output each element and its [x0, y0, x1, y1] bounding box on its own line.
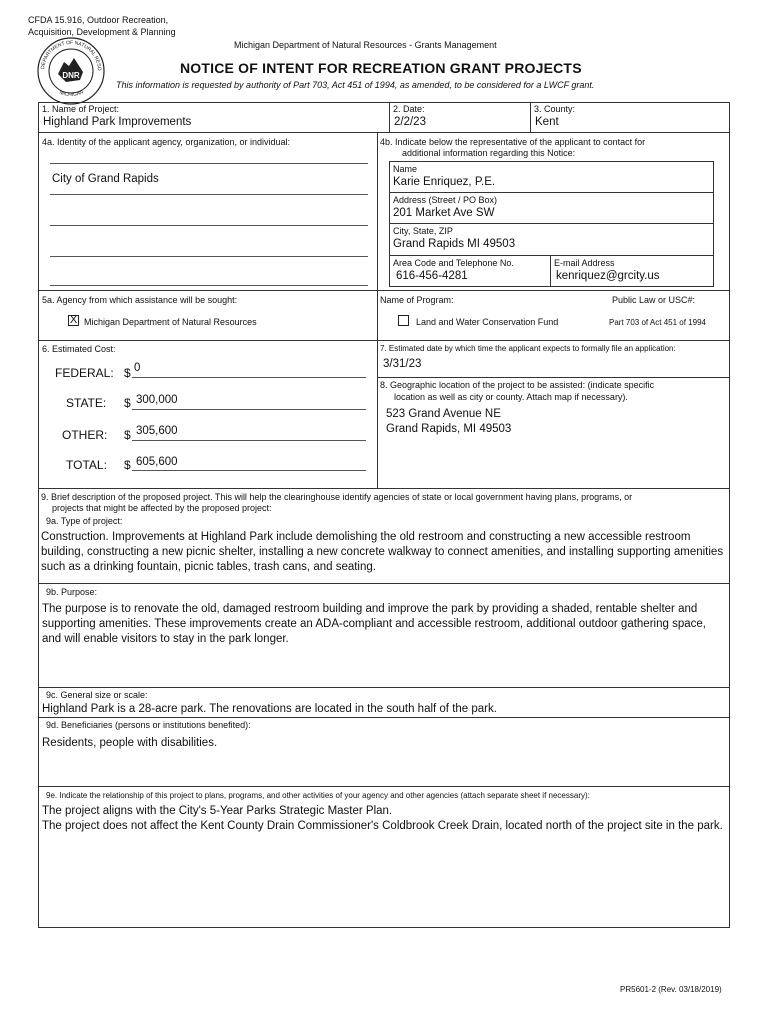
relationship-text[interactable]	[42, 804, 723, 834]
type-text[interactable]	[41, 530, 723, 575]
authority-note: This information is requested by authority of Part 703, Act 451 of 1994, as amended, to be considered for a LWCF grant.	[116, 80, 595, 90]
purpose-line-2: supporting amenities. These improvements create an ADA-compliant and accessible restroom, additional outdoor gathering space,	[42, 618, 706, 630]
contact-address-label: Address (Street / PO Box)	[393, 195, 498, 205]
form-title: NOTICE OF INTENT FOR RECREATION GRANT PROJECTS	[180, 60, 582, 76]
other-currency: $	[124, 428, 131, 442]
relationship-line-2: The project does not affect the Kent County Drain Commissioner's Coldbrook Creek Drain, located north of the project site in the park.	[42, 820, 723, 832]
type-label: 9a. Type of project:	[46, 516, 123, 526]
project-name-label: 1. Name of Project:	[42, 104, 120, 114]
contact-name-label: Name	[393, 164, 418, 174]
other-field[interactable]: 305,600	[136, 425, 178, 437]
date-label: 2. Date:	[393, 104, 425, 114]
federal-label: FEDERAL:	[55, 366, 114, 380]
contact-name-field[interactable]: Karie Enriquez, P.E.	[393, 176, 496, 188]
svg-text:MICHIGAN: MICHIGAN	[58, 89, 85, 99]
type-line-2: building, constructing a new picnic shelter, installing a new concrete walkway to connect amenities, and installing supporting amenities	[41, 546, 724, 558]
svg-text:DNR: DNR	[62, 71, 80, 80]
purpose-label: 9b. Purpose:	[46, 587, 98, 597]
beneficiaries-label: 9d. Beneficiaries (persons or institutions benefited):	[46, 720, 251, 730]
federal-field[interactable]: 0	[134, 362, 141, 374]
location-label-1: 8. Geographic location of the project to be assisted: (indicate specific	[380, 380, 655, 390]
purpose-line-3: and will enable visitors to stay in the park longer.	[42, 633, 289, 645]
description-label-1: 9. Brief description of the proposed project. This will help the clearinghouse identify agencies of state or local government having plans, programs, or	[41, 492, 633, 502]
type-line-3: such as a drinking fountain, picnic tables, trash cans, and seating.	[41, 561, 376, 573]
county-label: 3. County:	[534, 104, 576, 114]
mdnr-checkbox[interactable]: X	[69, 314, 78, 326]
lwcf-checkbox[interactable]	[398, 315, 409, 326]
date-field[interactable]: 2/2/23	[394, 116, 426, 128]
contact-label-2: additional information regarding this Notice:	[402, 148, 576, 158]
dnr-seal-logo	[36, 36, 106, 106]
location-line-1[interactable]: 523 Grand Avenue NE	[386, 408, 501, 420]
county-field[interactable]: Kent	[535, 116, 559, 128]
assistance-agency: Michigan Department of Natural Resources	[84, 317, 257, 327]
total-currency: $	[124, 458, 131, 472]
filing-label: 7. Estimated date by which time the applicant expects to formally file an application:	[380, 344, 676, 353]
agency-header: Michigan Department of Natural Resources - Grants Management	[234, 40, 497, 50]
relationship-label: 9e. Indicate the relationship of this project to plans, programs, and other activities of your agency and other agencies (attach separate sheet if necessary):	[46, 791, 590, 800]
applicant-field[interactable]: City of Grand Rapids	[52, 173, 159, 185]
type-line-1: Construction. Improvements at Highland Park include demolishing the old restroom and constructing a new accessible restroom	[41, 531, 691, 543]
size-label: 9c. General size or scale:	[46, 690, 148, 700]
program-name: Land and Water Conservation Fund	[416, 317, 559, 327]
contact-phone-field[interactable]: 616-456-4281	[396, 270, 468, 282]
contact-email-field[interactable]: kenriquez@grcity.us	[556, 270, 660, 282]
cost-label: 6. Estimated Cost:	[42, 344, 116, 354]
contact-label-1: 4b. Indicate below the representative of the applicant to contact for	[380, 137, 646, 147]
project-name-field[interactable]: Highland Park Improvements	[43, 116, 192, 128]
other-label: OTHER:	[62, 428, 108, 442]
filing-field[interactable]: 3/31/23	[383, 358, 422, 370]
svg-text:DEPARTMENT OF NATURAL RESOURCE: DEPARTMENT OF NATURAL RESO	[40, 39, 103, 71]
state-label: STATE:	[66, 396, 107, 410]
relationship-line-1: The project aligns with the City's 5-Year Parks Strategic Master Plan.	[42, 805, 393, 817]
program-label: Name of Program:	[380, 295, 454, 305]
total-label: TOTAL:	[66, 458, 107, 472]
federal-currency: $	[124, 366, 131, 380]
beneficiaries-field[interactable]: Residents, people with disabilities.	[42, 737, 218, 749]
location-label-2: location as well as city or county. Attach map if necessary).	[394, 392, 628, 402]
location-line-2[interactable]: Grand Rapids, MI 49503	[386, 423, 512, 435]
applicant-label: 4a. Identity of the applicant agency, organization, or individual:	[42, 137, 290, 147]
cfda-line-2: Acquisition, Development & Planning	[28, 27, 176, 37]
purpose-line-1: The purpose is to renovate the old, damaged restroom building and improve the park by providing a shaded, rentable shelter and	[42, 603, 698, 615]
contact-address-field[interactable]: 201 Market Ave SW	[393, 207, 495, 219]
law-label: Public Law or USC#:	[612, 295, 696, 305]
description-label-2: projects that might be affected by the proposed project:	[52, 503, 272, 513]
state-currency: $	[124, 396, 131, 410]
state-field[interactable]: 300,000	[136, 394, 178, 406]
law-value: Part 703 of Act 451 of 1994	[609, 318, 706, 327]
purpose-text[interactable]	[42, 602, 706, 647]
contact-city-field[interactable]: Grand Rapids MI 49503	[393, 238, 516, 250]
assistance-label: 5a. Agency from which assistance will be sought:	[42, 295, 238, 305]
cfda-line-1: CFDA 15.916, Outdoor Recreation,	[28, 15, 169, 25]
contact-city-label: City, State, ZIP	[393, 226, 453, 236]
total-field[interactable]: 605,600	[136, 456, 178, 468]
form-number: PR5601-2 (Rev. 03/18/2019)	[620, 985, 722, 994]
contact-email-label: E-mail Address	[554, 258, 615, 268]
size-field[interactable]: Highland Park is a 28-acre park. The renovations are located in the south half of the park.	[42, 703, 497, 715]
contact-phone-label: Area Code and Telephone No.	[393, 258, 514, 268]
